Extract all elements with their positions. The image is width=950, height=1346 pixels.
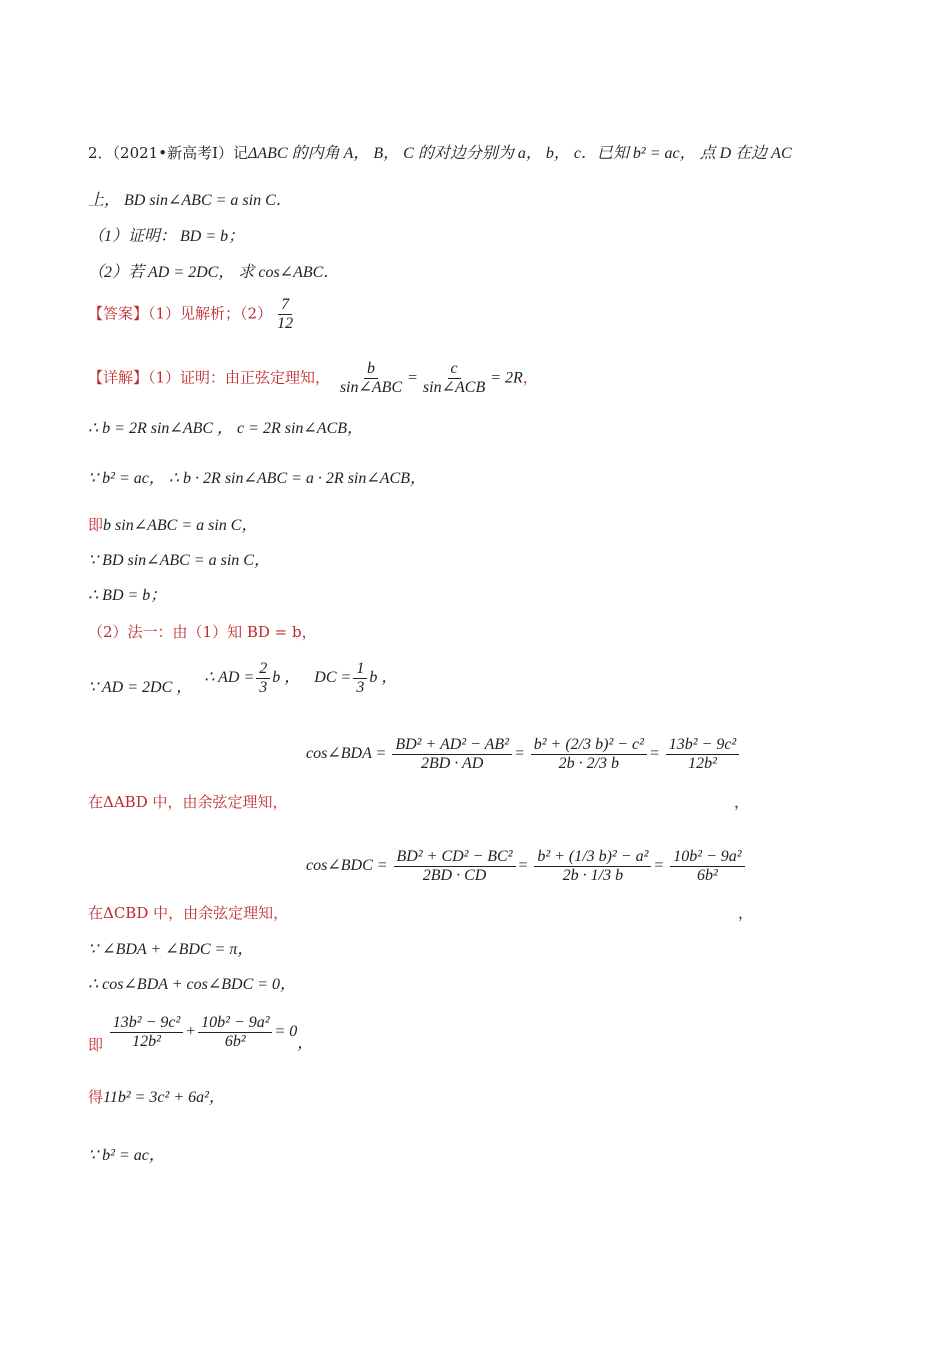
problem-source: 2．（2021•新高考Ⅰ）记 — [88, 144, 248, 162]
cos-bdc-f1-den: 2BD · CD — [422, 867, 487, 884]
sum-f2-num: 10b² − 9a² — [198, 1014, 272, 1033]
dc-value-fraction — [353, 660, 367, 697]
problem-part-2: （2）若 AD = 2DC， 求 cos∠ABC． — [88, 264, 340, 281]
dc-value-den: 3 — [356, 679, 365, 696]
detail-step-5: ∴ BD = b； — [88, 587, 167, 604]
sine-law-right — [420, 360, 488, 397]
sum-f1-num: 13b² − 9c² — [110, 1014, 184, 1033]
sine-law-right-num: c — [448, 360, 461, 379]
cos-bdc-equation: cos∠BDC = $\frac{\text{BD² + CD² − BC²}}{2BD \cdot CD}$ = $\frac{\text{b² + (1/3 b)² − a²}}{2b \cdot 1/3 b}$ = $\frac{\text{10b² − 9a²}}{\text{6b²}}$ — [306, 848, 747, 885]
cos-bdc-frac-1 — [394, 848, 516, 885]
detail-step-6: （2）法一：由（1）知 BD = b， — [88, 623, 317, 641]
problem-part-1: （1）证明： BD = b； — [88, 228, 245, 245]
cbd-label: 在ΔCBD 中，由余弦定理知， — [88, 904, 289, 922]
cos-bda-frac-2 — [531, 736, 647, 773]
sum-f1-den: 12b² — [132, 1033, 161, 1050]
cos-bdc-frac-2 — [534, 848, 651, 885]
detail-line-1: 【详解】（1）证明：由正弦定理知， $\frac{b}{\text{sin∠ABC}}$ = $\frac{c}{\text{sin∠ACB}}$ = 2R， — [88, 360, 538, 396]
detail-step-8: ∵ ∠BDA + ∠BDC = π， — [88, 941, 254, 958]
detail-step-2: ∵ b² = ac， ∴ b · 2R sin∠ABC = a · 2R sin∠ACB， — [88, 470, 426, 487]
cos-bdc-f2-num: b² + (1/3 b)² − a² — [534, 848, 651, 867]
detail-step-3 — [88, 514, 257, 537]
detail-step-11-prefix: 得 — [88, 1088, 104, 1106]
answer-label: 【答案】（1）见解析；（2） — [88, 304, 273, 323]
cos-bda-f2-den: 2b · 2/3 b — [558, 755, 620, 772]
abd-comma: ， — [734, 793, 750, 811]
detail-label: 【详解】（1）证明：由正弦定理知， — [88, 368, 331, 387]
dc-value-pre: DC = — [314, 669, 352, 687]
cos-bda-f1-num: BD² + AD² − AB² — [392, 736, 512, 755]
detail-step-7 — [88, 660, 397, 697]
answer-fraction — [274, 296, 296, 333]
problem-statement-1: ΔABC 的内角 A， B， C 的对边分别为 a， b， c．已知 b² = ac， 点 D 在边 AC — [248, 145, 792, 162]
sum-plus: + — [185, 1023, 197, 1041]
detail-step-3-expr: b sin∠ABC = a sin C， — [103, 517, 258, 534]
sine-law-comma: ， — [522, 368, 538, 387]
cos-bda-f3-num: 13b² − 9c² — [666, 736, 740, 755]
cos-bda-frac-1 — [392, 736, 512, 773]
answer-denominator: 12 — [277, 315, 294, 332]
sine-law-left-den: sin∠ABC — [339, 379, 403, 396]
ad-value-num: 2 — [256, 660, 270, 679]
detail-step-10-prefix: 即 — [88, 1036, 104, 1055]
cos-bdc-f2-den: 2b · 1/3 b — [562, 867, 624, 884]
detail-step-12: ∵ b² = ac， — [88, 1147, 165, 1164]
sum-tail: = 0 — [274, 1023, 298, 1041]
cos-bdc-f3-den: 6b² — [697, 867, 718, 884]
cos-bda-frac-3 — [666, 736, 740, 773]
detail-step-9: ∴ cos∠BDA + cos∠BDC = 0， — [88, 976, 297, 993]
abd-label: 在ΔABD 中，由余弦定理知， — [88, 793, 288, 811]
dc-value-num: 1 — [353, 660, 367, 679]
detail-step-3-prefix: 即 — [88, 516, 104, 534]
ad-value-den: 3 — [259, 679, 268, 696]
ad-value-pre: ∴ AD = — [204, 669, 255, 687]
detail-step-11-expr: 11b² = 3c² + 6a²， — [103, 1089, 225, 1106]
cos-bdc-f3-num: 10b² − 9a² — [670, 848, 744, 867]
problem-line-2: 上， BD sin∠ABC = a sin C． — [88, 192, 292, 209]
sine-law-left — [337, 360, 405, 397]
sine-law-right-den: sin∠ACB — [422, 379, 486, 396]
dc-value-post: b ， — [369, 669, 398, 687]
cos-bdc-f1-num: BD² + CD² − BC² — [394, 848, 516, 867]
detail-step-4: ∵ BD sin∠ABC = a sin C， — [88, 552, 270, 569]
cos-bdc-lhs: cos∠BDC = — [306, 857, 388, 875]
cbd-comma: ， — [738, 904, 754, 922]
ad-value-post: b ， — [272, 669, 301, 687]
detail-step-11 — [88, 1086, 225, 1109]
problem-line-1 — [88, 142, 792, 165]
answer-line — [88, 296, 298, 333]
cos-bda-f3-den: 12b² — [688, 755, 717, 772]
cos-bdc-frac-3 — [670, 848, 744, 885]
cos-bda-f2-num: b² + (2/3 b)² − c² — [531, 736, 647, 755]
sine-law-tail: = 2R — [490, 369, 523, 387]
sum-frac-1 — [110, 1014, 184, 1051]
sum-f2-den: 6b² — [224, 1033, 246, 1050]
sum-comma: ， — [297, 1035, 314, 1053]
answer-numerator: 7 — [278, 296, 292, 315]
ad-dc-relation: ∵ AD = 2DC ， — [88, 679, 193, 697]
cos-bda-f1-den: 2BD · AD — [420, 755, 484, 772]
ad-value-fraction — [256, 660, 270, 697]
detail-step-10 — [88, 1014, 314, 1055]
detail-step-1: ∴ b = 2R sin∠ABC ， c = 2R sin∠ACB， — [88, 420, 364, 437]
sine-law-left-num: b — [364, 360, 378, 379]
cos-bda-equation: cos∠BDA = $\frac{\text{BD² + AD² − AB²}}{2BD \cdot AD}$ = $\frac{\text{b² + (2/3 b)² − c²}}{2b \cdot 2/3 b}$ = $\frac{\text{13b² − 9c²}}{\text{12b²}}$ — [306, 736, 741, 773]
sum-frac-2 — [198, 1014, 272, 1051]
cos-bda-lhs: cos∠BDA = — [306, 745, 387, 763]
